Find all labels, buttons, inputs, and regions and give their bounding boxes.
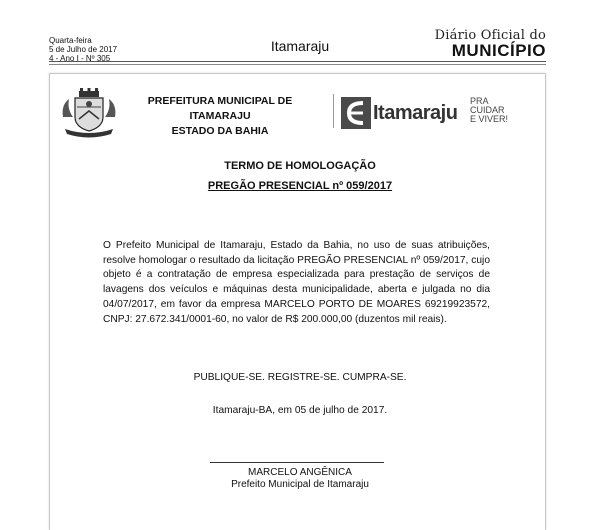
state-name: ESTADO DA BAHIA bbox=[171, 125, 269, 137]
document-title: TERMO DE HOMOLOGAÇÃO bbox=[224, 160, 376, 172]
slogan bbox=[470, 97, 508, 124]
brand-top: Diário Oficial do bbox=[434, 28, 546, 43]
coat-of-arms-icon bbox=[59, 87, 119, 139]
header-rule-thin bbox=[49, 64, 546, 65]
signature-line bbox=[210, 462, 384, 463]
document-subtitle: PREGÃO PRESENCIAL nº 059/2017 bbox=[207, 180, 393, 192]
weekday: Quarta-feira bbox=[49, 36, 92, 45]
letterhead-title bbox=[120, 94, 320, 139]
diario-oficial-logo bbox=[435, 28, 546, 61]
edition-number: 4 - Ano I - Nº 305 bbox=[49, 54, 111, 63]
brand-bottom: MUNICÍPIO bbox=[451, 41, 546, 60]
letterhead-divider bbox=[333, 94, 334, 128]
signer-role: Prefeito Municipal de Itamaraju bbox=[231, 479, 369, 490]
slogan-line: CUIDAR bbox=[470, 105, 505, 115]
issue-date: 5 de Julho de 2017 bbox=[49, 45, 118, 54]
header-rule bbox=[49, 61, 546, 62]
slogan-line: PRA bbox=[470, 96, 489, 106]
document-body: O Prefeito Municipal de Itamaraju, Estado da Bahia, no uso de suas atribuições, resolve homologar o resultado da licitação PREGÃO PRESENCIAL nº 059/2017, cujo objeto é a contratação de empresa especializada para prestação de serviços de lavagens dos veículos e máquinas desta municipalidade, aberta e julgada no dia 04/07/2017, em favor da empresa MARCELO PORTO DE MOARES 69219923572, CNPJ: 27.672.341/0001-60, no valor de R$ 200.000,00 (duzentos mil reais). bbox=[103, 240, 490, 325]
publish-statement: PUBLIQUE-SE. REGISTRE-SE. CUMPRA-SE. bbox=[193, 372, 407, 383]
place-date: Itamaraju-BA, em 05 de julho de 2017. bbox=[212, 405, 388, 416]
signer-name: MARCELO ANGÊNICA bbox=[248, 467, 352, 478]
slogan-line: E VIVER! bbox=[470, 114, 509, 124]
itamaraju-logo-icon bbox=[341, 97, 371, 129]
prefeitura-name: PREFEITURA MUNICIPAL DE ITAMARAJU bbox=[147, 95, 293, 122]
itamaraju-logo-text: Itamaraju bbox=[373, 102, 458, 124]
header-city: Itamaraju bbox=[270, 38, 330, 54]
